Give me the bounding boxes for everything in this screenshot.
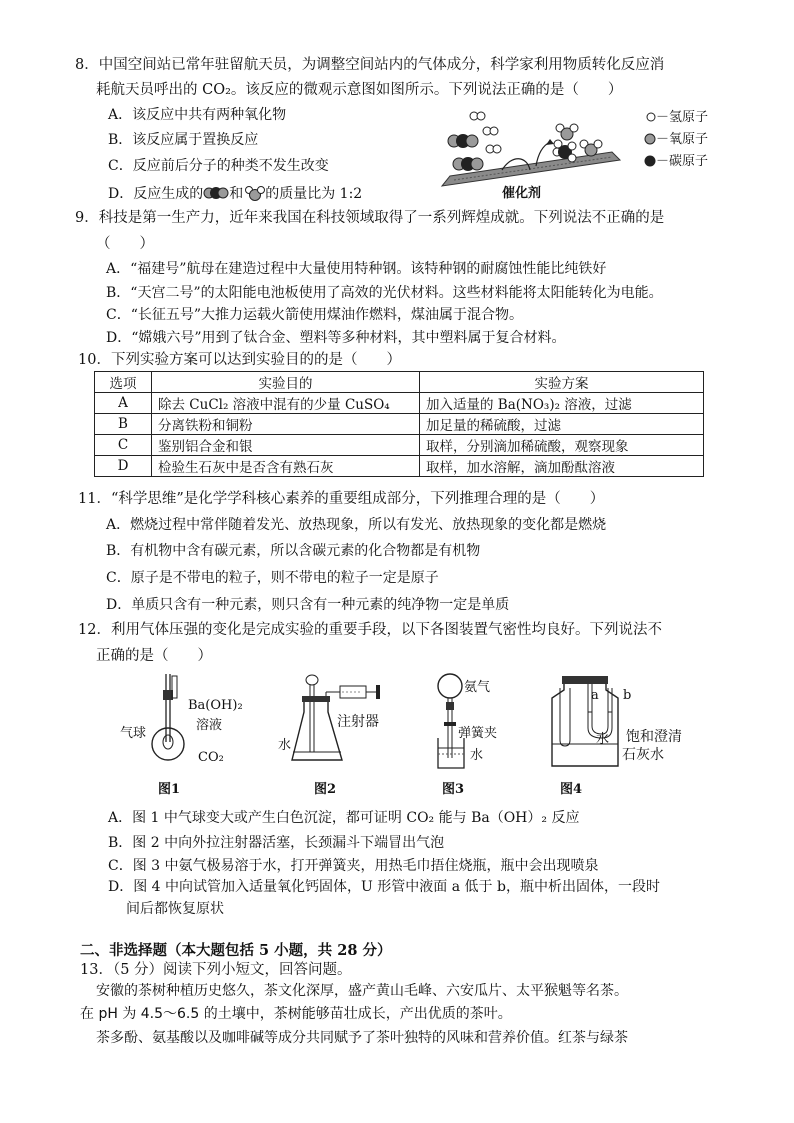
q12-option-b: B．图 2 中向外拉注射器活塞，长颈漏斗下端冒出气泡 xyxy=(108,835,445,851)
header-purpose: 实验目的 xyxy=(152,372,420,393)
passage-line-3: 茶多酚、氨基酸以及咖啡碱等成分共同赋予了茶叶独特的风味和营养价值。红茶与绿茶 xyxy=(96,1030,628,1046)
q8-option-b: B．该反应属于置换反应 xyxy=(108,132,259,148)
legend-carbon: －碳原子 xyxy=(644,152,708,172)
q12-stem-line1: 12．利用气体压强的变化是完成实验的重要手段，以下各图装置气密性均良好。下列说法不 xyxy=(78,622,662,638)
table-row xyxy=(95,435,704,456)
fig2-caption: 图2 xyxy=(314,782,337,797)
q8-option-d-mid: 和 xyxy=(229,186,244,202)
fig4-water-label: 水 xyxy=(596,732,610,747)
q12-option-c: C．图 3 中氨气极易溶于水，打开弹簧夹，用热毛巾捂住烧瓶，瓶中会出现喷泉 xyxy=(108,858,599,874)
fig1-solution-label-2: 溶液 xyxy=(196,718,223,733)
q9-option-c: C．“长征五号”大推力运载火箭使用煤油作燃料，煤油属于混合物。 xyxy=(106,307,524,323)
table-cell: 取样，分别滴加稀硫酸，观察现象 xyxy=(420,435,704,456)
table-cell: A xyxy=(95,393,152,414)
table-row xyxy=(95,393,704,414)
fig1-balloon-label: 气球 xyxy=(120,726,147,741)
q9-option-b: B．“天宫二号”的太阳能电池板使用了高效的光伏材料。这些材料能将太阳能转化为电能。 xyxy=(106,285,663,301)
table-cell: 加入适量的 Ba(NO₃)₂ 溶液，过滤 xyxy=(420,393,704,414)
passage-line-2: 在 pH 为 4.5～6.5 的土壤中，茶树能够苗壮成长，产出优质的茶叶。 xyxy=(80,1006,512,1022)
table-cell: D xyxy=(95,456,152,477)
table-row xyxy=(95,414,704,435)
hydrogen-atom-icon xyxy=(646,112,656,122)
fig1-flask-diagram xyxy=(150,672,190,772)
table-header-row xyxy=(95,372,704,393)
catalyst-label: 催化剂 xyxy=(502,186,542,201)
table-cell: 检验生石灰中是否含有熟石灰 xyxy=(152,456,420,477)
legend-oxygen: －氧原子 xyxy=(644,130,708,150)
q13-stem: 13．（5 分）阅读下列小短文，回答问题。 xyxy=(80,962,352,978)
q11-option-d: D．单质只含有一种元素，则只含有一种元素的纯净物一定是单质 xyxy=(106,597,510,613)
fig3-water-label: 水 xyxy=(470,748,484,763)
co2-molecule-icon xyxy=(203,185,229,201)
q9-option-a: A．“福建号”航母在建造过程中大量使用特种钢。该特种钢的耐腐蚀性能比纯铁好 xyxy=(106,261,607,277)
fig4-limewater-label-1: 饱和澄清 xyxy=(626,729,682,745)
table-cell: 除去 CuCl₂ 溶液中混有的少量 CuSO₄ xyxy=(152,393,420,414)
fig1-caption: 图1 xyxy=(158,782,181,797)
q12-option-d-line2: 间后都恢复原状 xyxy=(126,901,224,917)
table-row xyxy=(95,456,704,477)
oxygen-atom-icon xyxy=(644,133,656,145)
q11-stem: 11．“科学思维”是化学学科核心素养的重要组成部分，下列推理合理的是（ ） xyxy=(78,491,605,507)
fig3-clamp-label: 弹簧夹 xyxy=(458,726,498,741)
fig1-solution-label-1: Ba(OH)₂ xyxy=(188,698,243,713)
q12-option-d-line1: D．图 4 中向试管加入适量氧化钙固体，U 形管中液面 a 低于 b，瓶中析出固体，一段时 xyxy=(108,879,660,895)
table-cell: 鉴别铝合金和银 xyxy=(152,435,420,456)
table-cell: 加足量的稀硫酸，过滤 xyxy=(420,414,704,435)
q8-option-a: A．该反应中共有两种氧化物 xyxy=(108,107,287,123)
fig4-limewater-label-2: 石灰水 xyxy=(622,747,664,763)
q11-option-c: C．原子是不带电的粒子，则不带电的粒子一定是原子 xyxy=(106,570,439,586)
fig3-caption: 图3 xyxy=(442,782,465,797)
q8-option-d xyxy=(108,184,362,204)
h2o-molecule-icon xyxy=(243,185,265,201)
q9-stem-line1: 9．科技是第一生产力，近年来我国在科技领域取得了一系列辉煌成就。下列说法不正确的是 xyxy=(75,210,665,226)
table-cell: C xyxy=(95,435,152,456)
fig3-ammonia-label: 氨气 xyxy=(464,680,491,695)
carbon-atom-icon xyxy=(644,155,656,167)
q12-option-a: A．图 1 中气球变大或产生白色沉淀，都可证明 CO₂ 能与 Ba（OH）₂ 反应 xyxy=(108,810,580,826)
table-cell: B xyxy=(95,414,152,435)
q8-option-d-pre: D．反应生成的 xyxy=(108,186,204,202)
q8-stem-line1: 8．中国空间站已常年驻留航天员，为调整空间站内的气体成分，科学家利用物质转化反应消 xyxy=(75,57,665,73)
fig1-gas-label: CO₂ xyxy=(198,750,224,765)
q12-stem-line2: 正确的是（ ） xyxy=(96,648,212,664)
fig4-label-a: a xyxy=(591,688,599,703)
q8-stem-line2: 耗航天员呼出的 CO₂。该反应的微观示意图如图所示。下列说法正确的是（ ） xyxy=(96,82,623,98)
fig2-water-label: 水 xyxy=(278,738,292,753)
fig4-caption: 图4 xyxy=(560,782,583,797)
legend-hydrogen: －氢原子 xyxy=(646,108,708,128)
q11-option-a: A．燃烧过程中常伴随着发光、放热现象，所以有发光、放热现象的变化都是燃烧 xyxy=(106,517,607,533)
q9-option-d: D．“嫦娥六号”用到了钛合金、塑料等多种材料，其中塑料属于复合材料。 xyxy=(106,330,566,346)
q10-table xyxy=(94,371,704,477)
header-option: 选项 xyxy=(95,372,152,393)
fig4-label-b: b xyxy=(623,688,632,703)
fig2-syringe-label: 注射器 xyxy=(337,714,379,730)
q8-option-c: C．反应前后分子的种类不发生改变 xyxy=(108,158,329,174)
header-plan: 实验方案 xyxy=(420,372,704,393)
q11-option-b: B．有机物中含有碳元素，所以含碳元素的化合物都是有机物 xyxy=(106,543,481,559)
passage-line-1: 安徽的茶树种植历史悠久，茶文化深厚，盛产黄山毛峰、六安瓜片、太平猴魁等名茶。 xyxy=(96,983,628,999)
q8-option-d-post: 的质量比为 1:2 xyxy=(265,186,363,202)
q10-stem: 10．下列实验方案可以达到实验目的的是（ ） xyxy=(78,352,401,368)
section2-title: 二、非选择题（本大题包括 5 小题，共 28 分） xyxy=(80,942,392,959)
q9-stem-line2: （ ） xyxy=(96,236,154,252)
table-cell: 取样，加水溶解，滴加酚酞溶液 xyxy=(420,456,704,477)
table-cell: 分离铁粉和铜粉 xyxy=(152,414,420,435)
